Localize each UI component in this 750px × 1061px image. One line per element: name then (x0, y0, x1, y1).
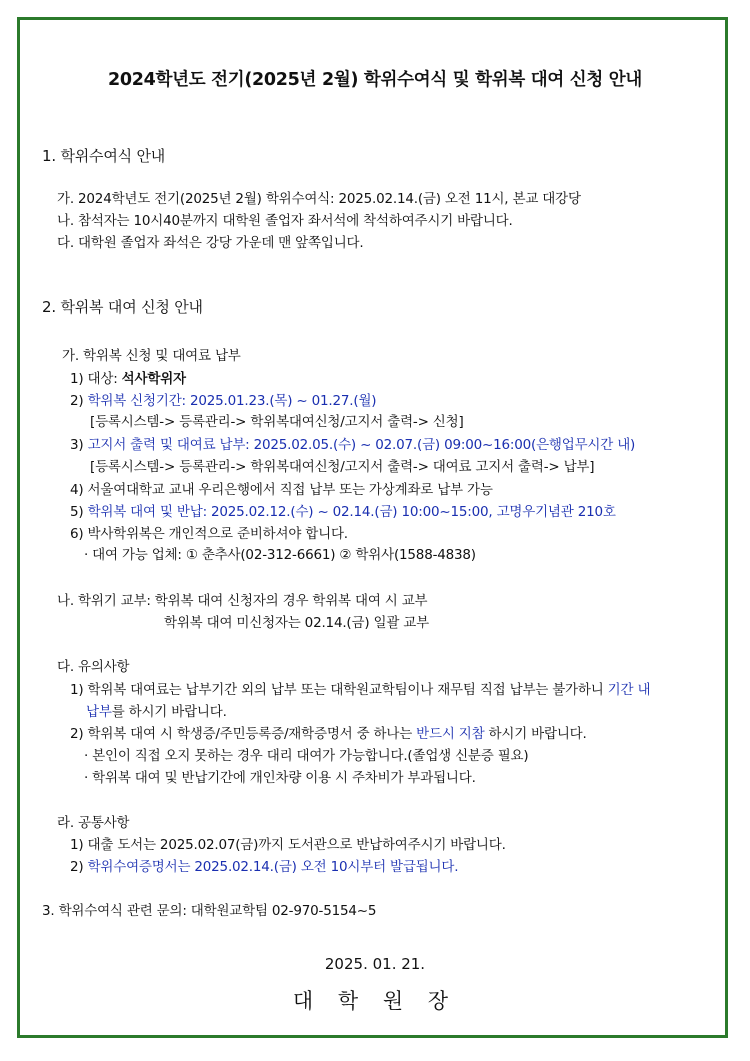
s2-ra-label: 라. 공통사항 (57, 815, 130, 831)
caution-1-highlight-cont: 납부 (86, 704, 112, 720)
s2-ra-item-2 (70, 858, 458, 876)
s1-item-na: 나. 참석자는 10시40분까지 대학원 졸업자 좌서석에 착석하여주시기 바랍니다. (57, 213, 513, 229)
s2-da-label: 다. 유의사항 (57, 659, 130, 675)
s2-ga-item-6-vendors: · 대여 가능 업체: ① 춘추사(02-312-6661) ② 학위사(1588-4838) (84, 547, 476, 563)
caution-2-highlight: 반드시 지참 (416, 726, 485, 742)
item-1-prefix: 1) 대상: (70, 371, 122, 387)
common-2-highlight: 학위수여증명서는 2025.02.14.(금) 오전 10시부터 발급됩니다. (87, 859, 459, 875)
s2-na-line-2: 학위복 대여 미신청자는 02.14.(금) 일괄 교부 (164, 615, 429, 631)
common-2-number: 2) (70, 859, 88, 875)
s2-ga-item-6: 6) 박사학위복은 개인적으로 준비하셔야 합니다. (70, 526, 348, 542)
s2-da-item-2-sub-1: · 본인이 직접 오지 못하는 경우 대리 대여가 가능합니다.(졸업생 신분증 필요) (84, 748, 529, 764)
signature: 대 학 원 장 (292, 989, 458, 1013)
s2-ga-item-2-path: [등록시스템-> 등록관리-> 학위복대여신청/고지서 출력-> 신청] (90, 414, 464, 430)
s2-ga-item-3-path: [등록시스템-> 등록관리-> 학위복대여신청/고지서 출력-> 대여료 고지서 출력-> 납부] (90, 459, 595, 475)
s2-ra-item-1: 1) 대출 도서는 2025.02.07(금)까지 도서관으로 반납하여주시기 바랍니다. (70, 837, 506, 853)
s1-item-ga: 가. 2024학년도 전기(2025년 2월) 학위수여식: 2025.02.14.(금) 오전 11시, 본교 대강당 (57, 191, 581, 207)
item-2-number: 2) (70, 393, 88, 409)
item-2-period: 학위복 신청기간: 2025.01.23.(목) ~ 01.27.(월) (87, 393, 377, 409)
s2-ga-item-4: 4) 서울여대학교 교내 우리은행에서 직접 납부 또는 가상계좌로 납부 가능 (70, 482, 493, 498)
caution-1-end: 를 하시기 바랍니다. (111, 704, 227, 720)
item-3-period: 고지서 출력 및 대여료 납부: 2025.02.05.(수) ~ 02.07.(금) 09:00~16:00(은행업무시간 내) (87, 437, 636, 453)
s1-item-da: 다. 대학원 졸업자 좌석은 강당 가운데 맨 앞쪽입니다. (57, 235, 364, 251)
caution-1-highlight: 기간 내 (607, 682, 651, 698)
s2-ga-item-5 (70, 503, 616, 521)
section-3-inquiry: 3. 학위수여식 관련 문의: 대학원교학팀 02-970-5154~5 (42, 903, 377, 919)
item-1-target: 석사학위자 (121, 371, 186, 387)
section-1-heading: 1. 학위수여식 안내 (42, 147, 166, 165)
item-5-period: 학위복 대여 및 반납: 2025.02.12.(수) ~ 02.14.(금) 10:00~15:00, 고명우기념관 210호 (87, 504, 616, 520)
caution-2-end: 하시기 바랍니다. (484, 726, 587, 742)
document-title: 2024학년도 전기(2025년 2월) 학위수여식 및 학위복 대여 신청 안내 (108, 70, 642, 90)
s2-da-item-2 (70, 725, 587, 743)
s2-ga-item-2 (70, 392, 376, 410)
s2-da-item-1-cont (86, 703, 227, 721)
s2-na-line-1: 나. 학위기 교부: 학위복 대여 신청자의 경우 학위복 대여 시 교부 (57, 593, 428, 609)
s2-da-item-1 (70, 681, 650, 699)
issue-date: 2025. 01. 21. (324, 955, 426, 973)
s2-da-item-2-sub-2: · 학위복 대여 및 반납기간에 개인차량 이용 시 주차비가 부과됩니다. (84, 770, 476, 786)
item-5-number: 5) (70, 504, 88, 520)
s2-ga-label: 가. 학위복 신청 및 대여료 납부 (62, 348, 241, 364)
s2-ga-item-3 (70, 436, 635, 454)
section-2-heading: 2. 학위복 대여 신청 안내 (42, 298, 203, 316)
s2-ga-item-1 (70, 370, 186, 388)
item-3-number: 3) (70, 437, 88, 453)
caution-1-text: 1) 학위복 대여료는 납부기간 외의 납부 또는 대학원교학팀이나 재무팀 직접 납부는 불가하니 (70, 682, 608, 698)
caution-2-text: 2) 학위복 대여 시 학생증/주민등록증/재학증명서 중 하나는 (70, 726, 417, 742)
